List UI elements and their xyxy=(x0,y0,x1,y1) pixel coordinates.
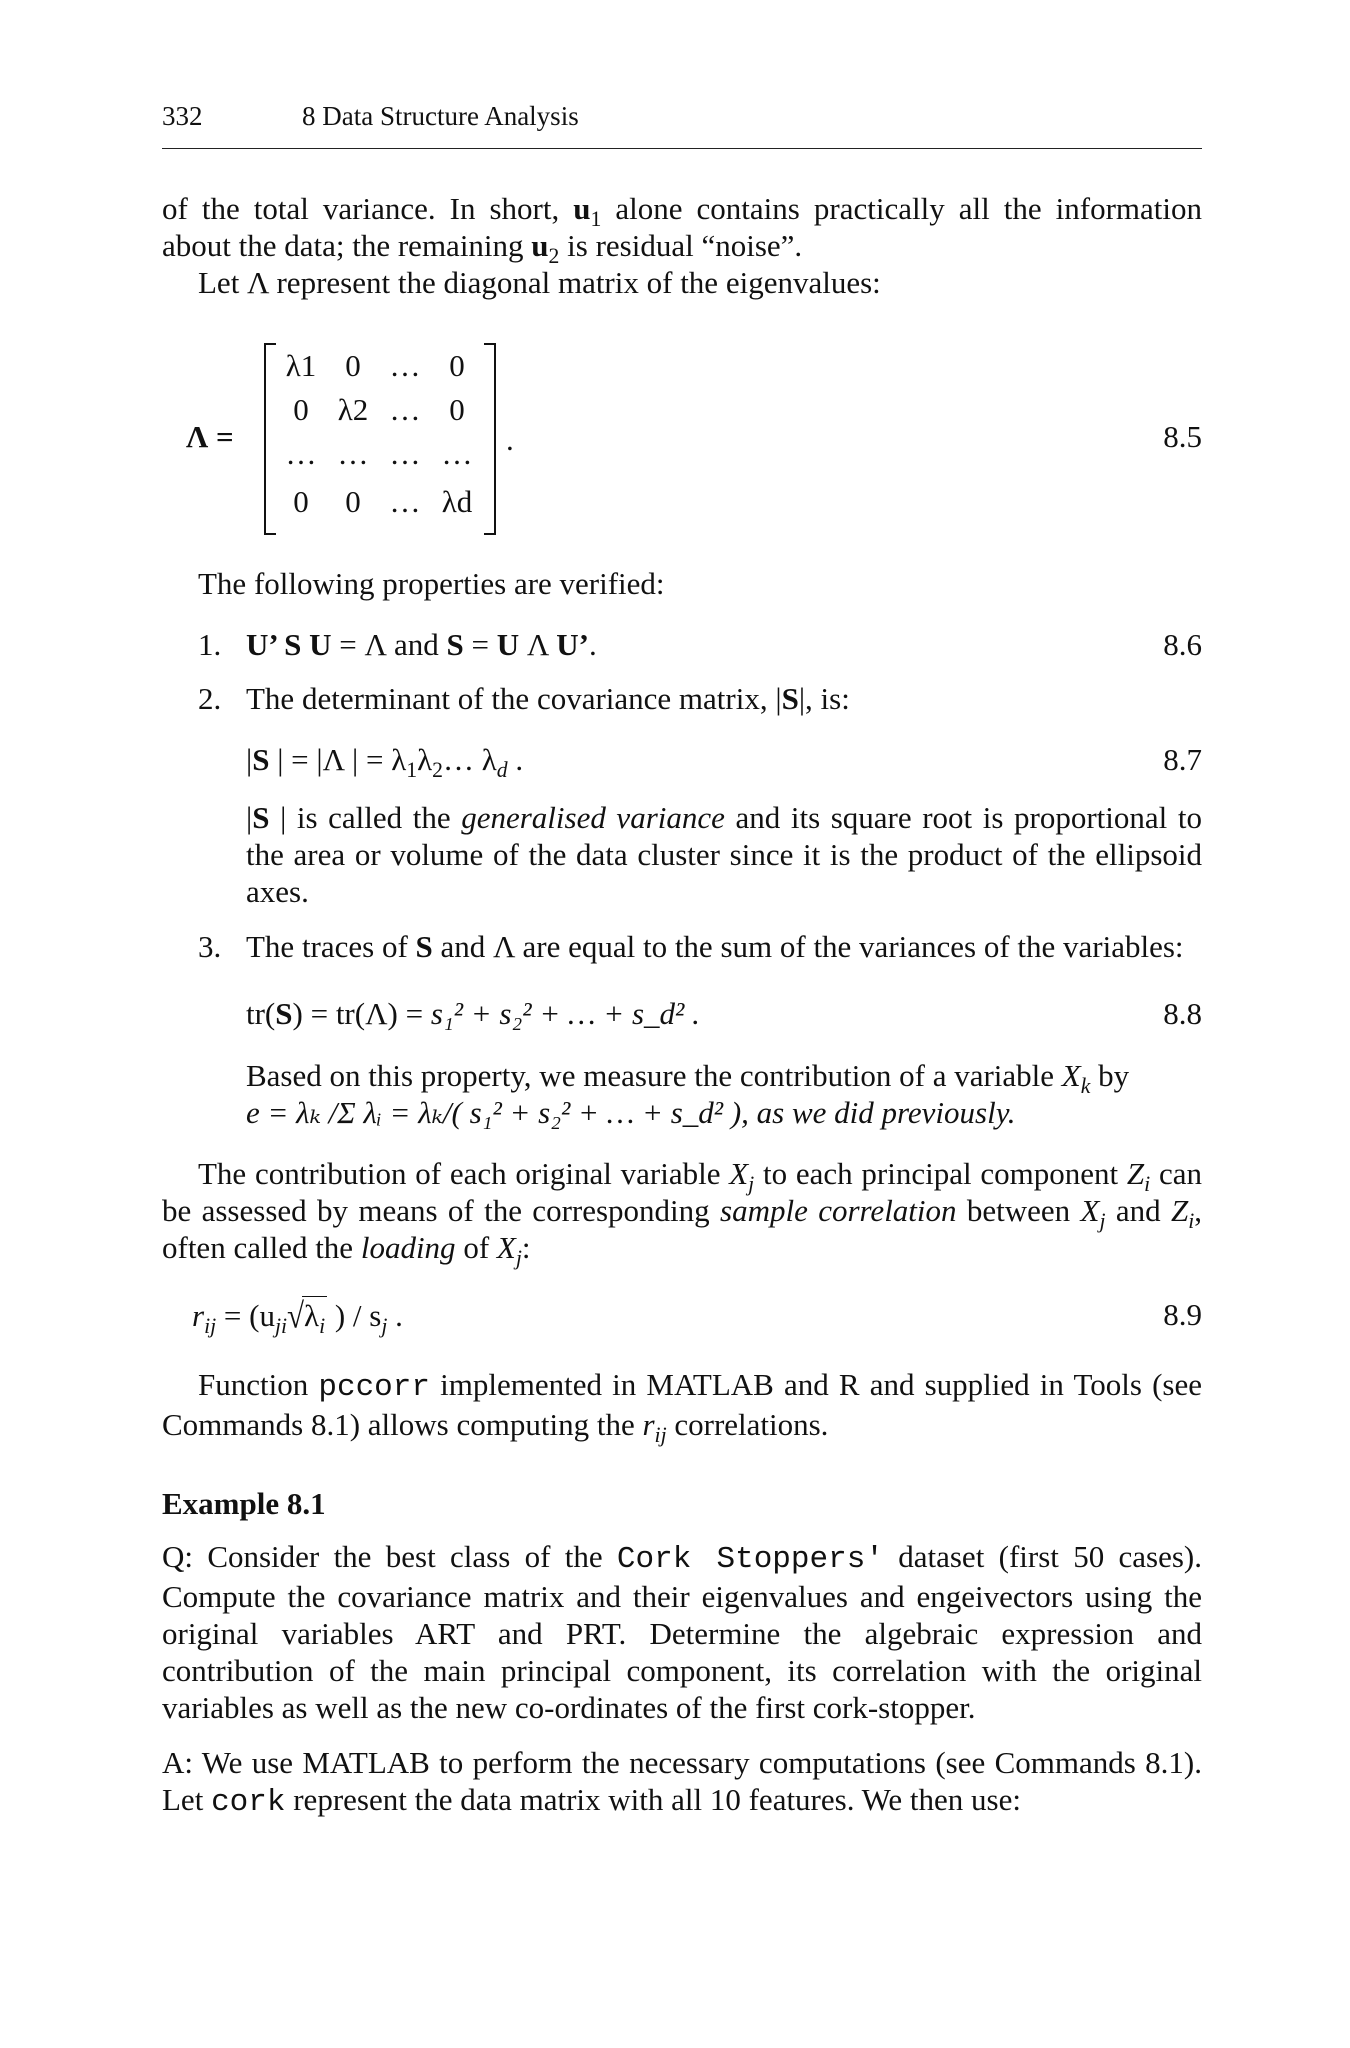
matrix-cell: λd xyxy=(441,484,473,519)
property-3-text: The traces of S and Λ are equal to the sum of the variances of the variables: xyxy=(246,929,1184,964)
paragraph-lambda-intro: Let Λ represent the diagonal matrix of the eigenvalues: xyxy=(198,265,881,300)
property-2-text: The determinant of the covariance matrix, |S|, is: xyxy=(246,681,850,716)
right-bracket xyxy=(484,343,496,535)
matrix-cell: 0 xyxy=(449,348,465,383)
page xyxy=(162,98,1202,1820)
equation-8-7: |S | = |Λ | = $\lambda_1\lambda_2\dots$ $\lambda_d$ . 8.7 xyxy=(246,742,1202,783)
matrix-cell: … xyxy=(337,436,369,471)
property-3 xyxy=(162,928,1202,1131)
list-number: 1. xyxy=(198,627,222,662)
equation-8-9: $r_{ij} = (u_{ji}√\lambda_i$ ) / $s_j$ . 8.9 xyxy=(192,1295,1202,1339)
paragraph-pccorr: Function pccorr implemented in MATLAB and R and supplied in Tools (see Commands 8.1) allows computing the $r_{ij}$ correlations. xyxy=(162,1367,1202,1448)
sqrt-icon: √ xyxy=(287,1295,305,1336)
contribution-formula: e = λₖ /Σ λᵢ = λₖ/( s₁² + s₂² + … + s_d² ), as we did previously. xyxy=(246,1095,1016,1130)
equation-number: 8.5 xyxy=(1163,419,1202,454)
matrix-period: . xyxy=(506,422,514,457)
matrix-lhs: Λ = xyxy=(186,419,234,454)
example-question: Q: Consider the best class of the Cork Stoppers' dataset (first 50 cases). Compute the covariance matrix and their eigenvalues and engeivectors using the original variables ART and PRT. Determine the algebraic expression and contribution of the main principal component, its correlation with the original variables as well as the new co-ordinates of the first cork-stopper. xyxy=(162,1539,1202,1725)
properties-intro: The following properties are verified: xyxy=(198,566,665,601)
list-number: 2. xyxy=(198,681,222,716)
equation-number: 8.9 xyxy=(1163,1297,1202,1332)
matrix-cell: … xyxy=(389,436,421,471)
page-body xyxy=(162,190,1202,1821)
eigenvalue-matrix xyxy=(264,343,496,531)
property-1: 1. U’ S U = Λ and S = U Λ U’. 8.6 xyxy=(198,627,1202,662)
matrix-cell: λ1 xyxy=(285,348,317,383)
equation-number: 8.6 xyxy=(1163,627,1202,662)
contribution-text: Based on this property, we measure the contribution of a variable $X_k$ by xyxy=(246,1058,1130,1099)
equation-number: 8.7 xyxy=(1163,742,1202,777)
matrix-cell: … xyxy=(389,392,421,427)
matrix-cell: … xyxy=(285,436,317,471)
equation-number: 8.8 xyxy=(1163,996,1202,1031)
matrix-cell: 0 xyxy=(293,484,309,519)
equation-8-8: tr(S) = tr(Λ) = s₁² + s₂² + … + s_d² . 8.8 xyxy=(246,996,1202,1031)
matrix-cell: 0 xyxy=(449,392,465,427)
matrix-cell: λ2 xyxy=(337,392,369,427)
chapter-title: 8 Data Structure Analysis xyxy=(302,101,579,131)
matrix-cell: 0 xyxy=(345,484,361,519)
property-2 xyxy=(162,680,1202,910)
matrix-cell: 0 xyxy=(345,348,361,383)
paragraph-loading: The contribution of each original variable $X_j$ to each principal component $Z_i$ can be assessed by means of the corresponding sample correlation between $X_j$ and $Z_i$, often called the loading of $X_j$: xyxy=(162,1156,1202,1271)
matrix-cell: 0 xyxy=(293,392,309,427)
matrix-cell: … xyxy=(389,484,421,519)
header-rule xyxy=(162,148,1202,149)
matrix-cell: … xyxy=(389,348,421,383)
generalised-variance-text: |S | is called the generalised variance and its square root is proportional to the area or volume of the data cluster since it is the product of the ellipsoid axes. xyxy=(246,800,1202,909)
page-number: 332 xyxy=(162,101,203,131)
example-answer: A: We use MATLAB to perform the necessary computations (see Commands 8.1). Let cork represent the data matrix with all 10 features. We then use: xyxy=(162,1745,1202,1820)
matrix-cell: … xyxy=(441,436,473,471)
paragraph-variance: of the total variance. In short, $u_1$ alone contains practically all the information about the data; the remaining $u_2$ is residual “noise”. xyxy=(162,191,1202,269)
equation-8-5 xyxy=(162,339,1202,539)
left-bracket xyxy=(264,343,276,535)
running-header xyxy=(162,98,1202,138)
list-number: 3. xyxy=(198,929,222,964)
example-title: Example 8.1 xyxy=(162,1486,326,1521)
